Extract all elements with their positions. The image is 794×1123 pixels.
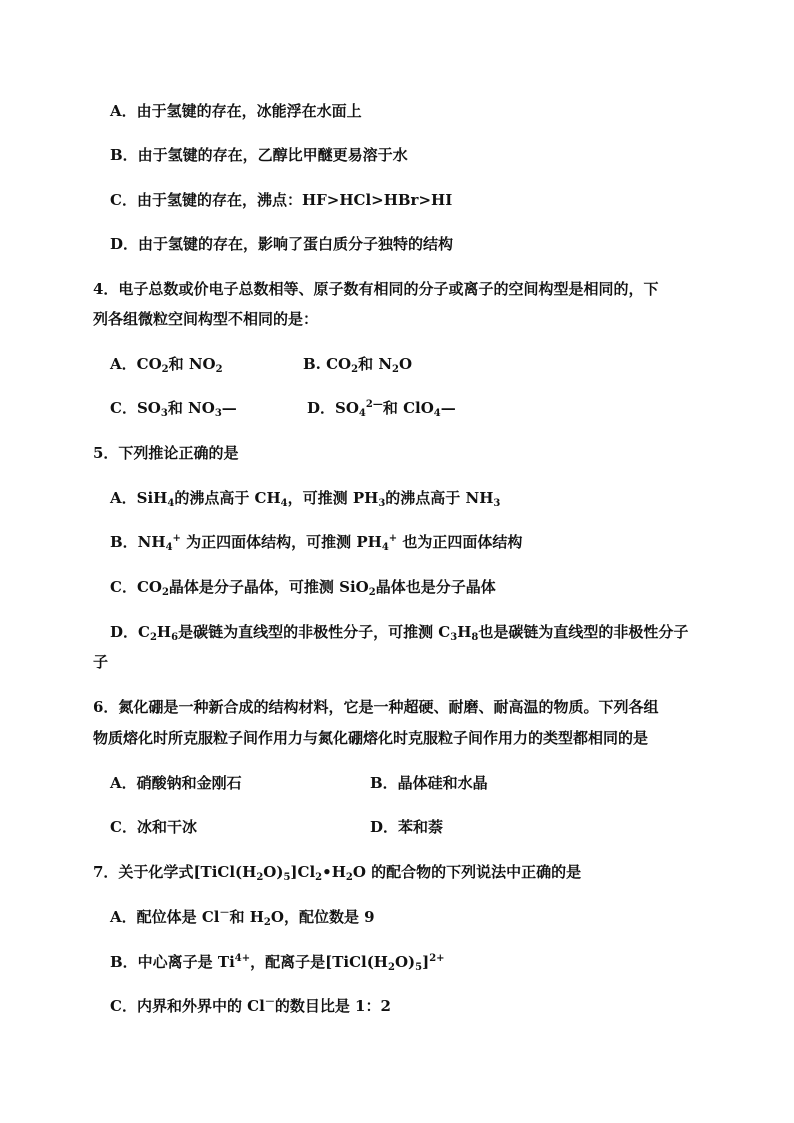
q5-option-a: A．SiH$_4$的沸点高于 $CH_4$，可推测 $PH_3$的沸点高于 $NH_3$ [110,489,501,509]
q7-option-b: B．中心离子是 $Ti^{4+}$，配离子是$[TiCl(H_2O)_5]^{2+}$ [110,953,445,973]
q4-option-b: B. $CO_2$和 $N_2O$ [303,355,413,375]
q7-option-a: A．配位体是 Cl－和 $H_2O$，配位数是 9 [110,908,375,928]
q6-option-a: A．硝酸钠和金刚石 [110,774,242,792]
q7-option-c: C．内界和外界中的 Cl－的数目比是 1：2 [110,997,391,1015]
q4-option-a: A．$CO_2$和 $NO_2$ [110,355,223,375]
q3-option-b: B．由于氢键的存在，乙醇比甲醚更易溶于水 [110,146,408,164]
q6-option-d: D．苯和萘 [370,818,444,836]
q5-stem: 5．下列推论正确的是 [93,444,239,462]
q3-option-a: A．由于氢键的存在，冰能浮在水面上 [110,102,362,120]
q6-option-c: C．冰和干冰 [110,818,197,836]
q6-stem-line1: 6．氮化硼是一种新合成的结构材料，它是一种超硬、耐磨、耐高温的物质。下列各组 [93,698,659,716]
q3-option-c: C．由于氢键的存在，沸点：HF>HCl>HBr>HI [110,191,453,209]
q6-option-b: B．晶体硅和水晶 [370,774,488,792]
q5-option-c: C．$CO_2$晶体是分子晶体，可推测 SiO$_2$晶体也是分子晶体 [110,578,496,598]
q4-option-d: D．$SO_4^{2—}$和 ClO$_4$— [307,399,456,419]
q5-option-d: D．$C_2H_6$是碳链为直线型的非极性分子，可推测 $C_3H_8$也是碳链为直线型的非极性分子 [110,623,689,643]
q4-stem-line2: 列各组微粒空间构型不相同的是： [93,310,319,328]
q6-stem-line2: 物质熔化时所克服粒子间作用力与氮化硼熔化时克服粒子间作用力的类型都相同的是 [93,729,649,747]
q3-option-d: D．由于氢键的存在，影响了蛋白质分子独特的结构 [110,235,454,253]
q4-stem-line1: 4．电子总数或价电子总数相等、原子数有相同的分子或离子的空间构型是相同的，下 [93,280,659,298]
q4-option-c: C．$SO_3$和 $NO_3—$ [110,399,237,419]
q5-option-d-continuation: 子 [93,653,109,671]
q5-option-b: B．$NH_4^+$ 为正四面体结构，可推测 $PH_4^+$ 也为正四面体结构 [110,533,523,553]
q7-stem: 7．关于化学式$[TiCl(H_2O)_5]Cl_2•H_2O$ 的配合物的下列说法中正确的是 [93,863,582,883]
